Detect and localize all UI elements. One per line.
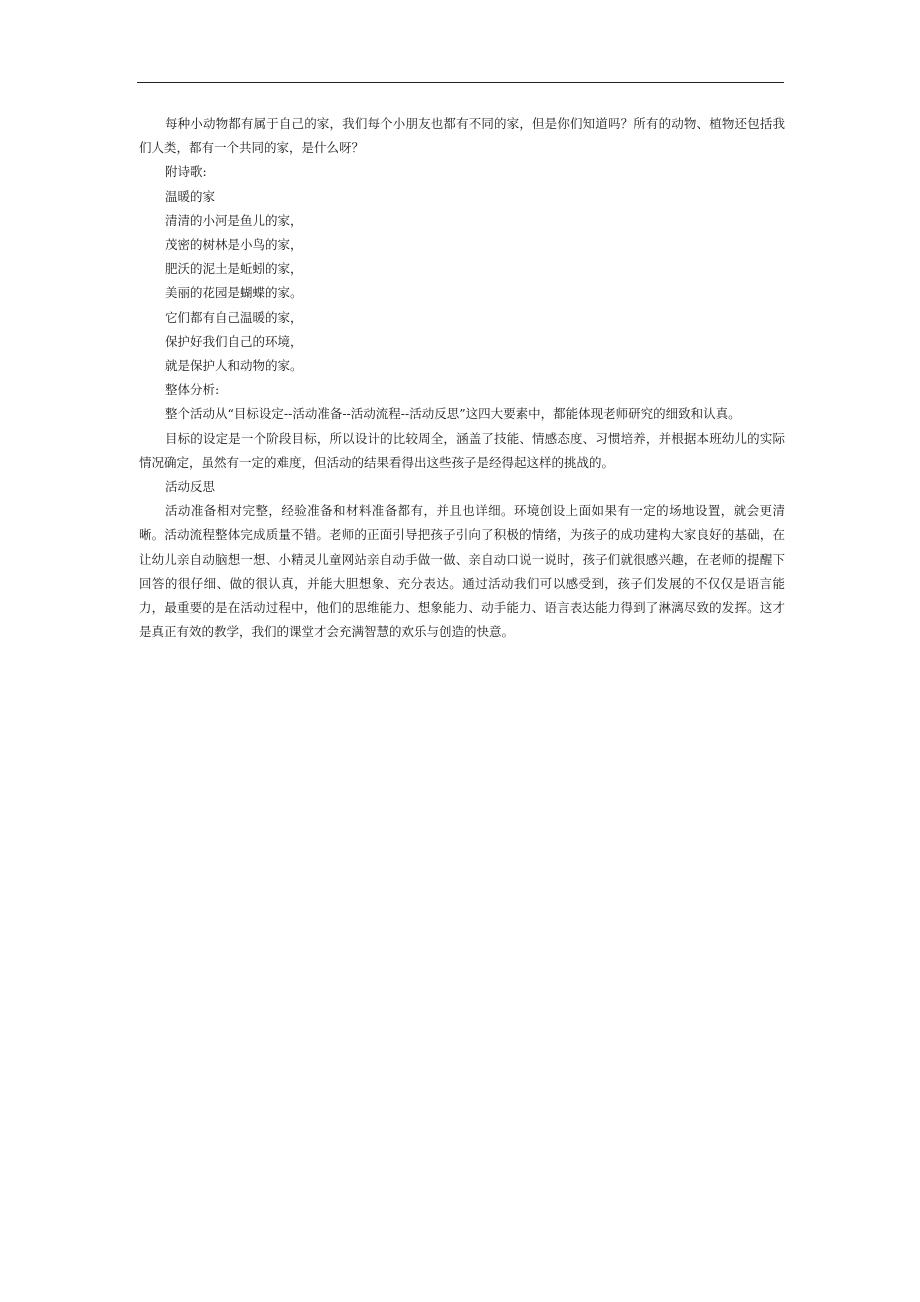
reflection-paragraph: 活动准备相对完整，经验准备和材料准备都有，并且也详细。环境创设上面如果有一定的场地设置，就会更清晰。活动流程整体完成质量不错。老师的正面引导把孩子引向了积极的情绪，为孩子的成功建构大家良好的基础，在让幼儿亲自动脑想一想、小精灵儿童网站亲自动手做一做、亲自动口说一说时，孩子们就很感兴趣，在老师的提醒下回答的很仔细、做的很认真，并能大胆想象、充分表达。通过活动我们可以感受到，孩子们发展的不仅仅是语言能力，最重要的是在活动过程中，他们的思维能力、想象能力、动手能力、语言表达能力得到了淋漓尽致的发挥。这才是真正有效的教学，我们的课堂才会充满智慧的欢乐与创造的快意。: [139, 503, 785, 640]
poem-line: 美丽的花园是蝴蝶的家。: [165, 285, 303, 301]
intro-paragraph: 每种小动物都有属于自己的家，我们每个小朋友也都有不同的家，但是你们知道吗？所有的动物、植物还包括我们人类，都有一个共同的家，是什么呀？: [139, 116, 785, 156]
document-body: [139, 112, 785, 644]
poem-line: 肥沃的泥土是蚯蚓的家，: [165, 261, 303, 277]
poem-heading: 附诗歌:: [165, 164, 207, 180]
poem-line: 就是保护人和动物的家。: [165, 358, 303, 374]
poem-line: 茂密的树林是小鸟的家，: [165, 237, 303, 253]
poem-line: 清清的小河是鱼儿的家，: [165, 212, 303, 228]
analysis-paragraph: 整个活动从“目标设定--活动准备--活动流程--活动反思”这四大要素中，都能体现老师研究的细致和认真。: [165, 406, 741, 422]
poem-title: 温暖的家: [165, 188, 216, 204]
poem-line: 它们都有自己温暖的家，: [165, 309, 303, 325]
analysis-heading: 整体分析:: [165, 382, 220, 398]
header-rule: [137, 82, 784, 83]
reflection-heading: 活动反思: [165, 479, 216, 495]
analysis-paragraph: 目标的设定是一个阶段目标，所以设计的比较周全，涵盖了技能、情感态度、习惯培养，并根据本班幼儿的实际情况确定，虽然有一定的难度，但活动的结果看得出这些孩子是经得起这样的挑战的。: [139, 430, 785, 470]
poem-line: 保护好我们自己的环境，: [165, 333, 303, 349]
